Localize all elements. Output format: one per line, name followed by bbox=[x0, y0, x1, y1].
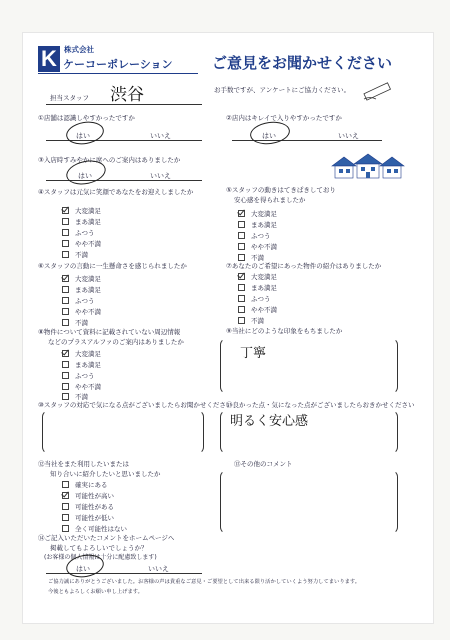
q6-checkbox-5[interactable] bbox=[62, 319, 69, 326]
q9-answer: 丁寧 bbox=[240, 346, 267, 361]
footer-line-1: ご協力誠にありがとうございました。お客様の声は貴重なご意見・ご要望として出来る限り活かしていくよう努力してまいります。 bbox=[48, 579, 361, 585]
q14-yes[interactable]: はい bbox=[76, 565, 90, 573]
q12-checkbox-1[interactable] bbox=[62, 481, 69, 488]
q7-option-5[interactable]: 不満 bbox=[238, 317, 264, 325]
q11-answer: 明るく安心感 bbox=[230, 414, 309, 429]
q3-text: ③入店時すみやかに席へのご案内はありましたか bbox=[38, 156, 181, 164]
q5-option-1[interactable]: 大変満足 bbox=[238, 210, 277, 218]
header-rule bbox=[38, 73, 198, 74]
q4-option-4[interactable]: やや不満 bbox=[62, 240, 101, 248]
q7-option-4[interactable]: やや不満 bbox=[238, 306, 277, 314]
q8-option-4[interactable]: やや不満 bbox=[62, 383, 101, 391]
survey-title: ご意見をお聞かせください bbox=[212, 54, 393, 72]
q8-checkbox-2[interactable] bbox=[62, 361, 69, 368]
q7-checkbox-5[interactable] bbox=[238, 317, 245, 324]
q12-text-line2: 知り合いに紹介したいと思いましたか bbox=[50, 470, 161, 478]
q5-text-line2: 安心感を得られましたか bbox=[234, 196, 306, 204]
q5-checkbox-3[interactable] bbox=[238, 232, 245, 239]
q7-text: ⑦あなたのご希望にあった物件の紹介はありましたか bbox=[226, 262, 382, 270]
q14-no[interactable]: いいえ bbox=[148, 565, 169, 573]
q6-option-3[interactable]: ふつう bbox=[62, 297, 95, 305]
q7-checkbox-4[interactable] bbox=[238, 306, 245, 313]
q4-option-3[interactable]: ふつう bbox=[62, 229, 95, 237]
q6-option-1[interactable]: 大変満足 bbox=[62, 275, 101, 283]
q4-checkbox-1[interactable] bbox=[62, 207, 69, 214]
q6-text: ⑥スタッフの言動に一生懸命さを感じられましたか bbox=[38, 262, 187, 270]
q7-checkbox-1[interactable] bbox=[238, 273, 245, 280]
q5-option-4[interactable]: やや不満 bbox=[238, 243, 277, 251]
q13-answer-box[interactable] bbox=[220, 470, 398, 534]
q12-text-line1: ⑫当社をまた利用したいまたは bbox=[38, 460, 129, 468]
q4-checkbox-4[interactable] bbox=[62, 240, 69, 247]
staff-name: 渋谷 bbox=[110, 85, 144, 105]
q5-checkbox-1[interactable] bbox=[238, 210, 245, 217]
q8-option-3[interactable]: ふつう bbox=[62, 372, 95, 380]
q5-checkbox-4[interactable] bbox=[238, 243, 245, 250]
q8-text-line2: などのプラスアルファのご案内はありましたか bbox=[48, 338, 184, 346]
q8-option-5[interactable]: 不満 bbox=[62, 393, 88, 401]
q6-option-2[interactable]: まあ満足 bbox=[62, 286, 101, 294]
q14-text-line3: (お客様の個人情報は十分に配慮致します) bbox=[44, 554, 157, 561]
staff-label: 担当スタッフ bbox=[50, 94, 89, 102]
q3-no[interactable]: いいえ bbox=[150, 172, 171, 180]
q14-text-line2: 掲載してもよろしいでしょうか？ bbox=[50, 544, 148, 552]
q1-no[interactable]: いいえ bbox=[150, 132, 171, 140]
q4-checkbox-5[interactable] bbox=[62, 251, 69, 258]
q2-yes[interactable]: はい bbox=[262, 132, 276, 140]
q12-checkbox-3[interactable] bbox=[62, 503, 69, 510]
q7-option-1[interactable]: 大変満足 bbox=[238, 273, 277, 281]
q6-option-5[interactable]: 不満 bbox=[62, 319, 88, 327]
q2-no[interactable]: いいえ bbox=[338, 132, 359, 140]
company-logo bbox=[38, 46, 60, 72]
q5-checkbox-2[interactable] bbox=[238, 221, 245, 228]
q10-text: ⑩スタッフの対応で気になる点がございましたらお聞かせください bbox=[38, 401, 233, 409]
company-name: ケーコーポレーション bbox=[63, 58, 173, 71]
q6-checkbox-2[interactable] bbox=[62, 286, 69, 293]
q2-text: ②店内はキレイで入りやすかったですか bbox=[226, 114, 342, 122]
q7-option-3[interactable]: ふつう bbox=[238, 295, 271, 303]
q5-checkbox-5[interactable] bbox=[238, 254, 245, 261]
q3-yes[interactable]: はい bbox=[78, 172, 92, 180]
q12-option-5[interactable]: 全く可能性はない bbox=[62, 525, 127, 533]
q5-option-5[interactable]: 不満 bbox=[238, 254, 264, 262]
q5-option-2[interactable]: まあ満足 bbox=[238, 221, 277, 229]
q8-option-2[interactable]: まあ満足 bbox=[62, 361, 101, 369]
q7-checkbox-3[interactable] bbox=[238, 295, 245, 302]
q4-option-5[interactable]: 不満 bbox=[62, 251, 88, 259]
pen-icon bbox=[360, 80, 394, 102]
logo-letter: K bbox=[41, 46, 57, 71]
houses-illustration bbox=[330, 152, 406, 180]
q8-checkbox-3[interactable] bbox=[62, 372, 69, 379]
q13-text: ⑬その他のコメント bbox=[234, 460, 293, 468]
q6-checkbox-4[interactable] bbox=[62, 308, 69, 315]
q5-option-3[interactable]: ふつう bbox=[238, 232, 271, 240]
q6-checkbox-1[interactable] bbox=[62, 275, 69, 282]
q1-yes[interactable]: はい bbox=[76, 132, 90, 140]
q12-option-3[interactable]: 可能性がある bbox=[62, 503, 114, 511]
q4-checkbox-2[interactable] bbox=[62, 218, 69, 225]
q14-text-line1: ⑭ご記入いただいたコメントをホームページへ bbox=[38, 534, 175, 542]
q12-checkbox-5[interactable] bbox=[62, 525, 69, 532]
staff-name-line bbox=[46, 104, 202, 105]
q7-option-2[interactable]: まあ満足 bbox=[238, 284, 277, 292]
q8-text-line1: ⑧物件について資料に記載されていない周辺情報 bbox=[38, 328, 181, 336]
q4-option-2[interactable]: まあ満足 bbox=[62, 218, 101, 226]
q12-option-4[interactable]: 可能性が低い bbox=[62, 514, 114, 522]
q8-checkbox-1[interactable] bbox=[62, 350, 69, 357]
q5-text-line1: ⑤スタッフの動きはてきぱきしており bbox=[226, 186, 336, 194]
company-small-label: 株式会社 bbox=[64, 45, 94, 54]
q4-checkbox-3[interactable] bbox=[62, 229, 69, 236]
q7-checkbox-2[interactable] bbox=[238, 284, 245, 291]
q12-checkbox-2[interactable] bbox=[62, 492, 69, 499]
q12-option-2[interactable]: 可能性が高い bbox=[62, 492, 114, 500]
footer-line-2: 今後ともよろしくお願い申し上げます。 bbox=[48, 589, 143, 595]
q8-option-1[interactable]: 大変満足 bbox=[62, 350, 101, 358]
intro-text: お手数ですが、アンケートにご協力ください。 bbox=[214, 86, 351, 94]
q9-text: ⑨当社にどのような印象をもちましたか bbox=[226, 327, 343, 335]
q12-option-1[interactable]: 確実にある bbox=[62, 481, 108, 489]
q8-checkbox-4[interactable] bbox=[62, 383, 69, 390]
q8-checkbox-5[interactable] bbox=[62, 393, 69, 400]
q6-option-4[interactable]: やや不満 bbox=[62, 308, 101, 316]
q4-option-1[interactable]: 大変満足 bbox=[62, 207, 101, 215]
q10-answer-box[interactable] bbox=[42, 410, 204, 454]
q6-checkbox-3[interactable] bbox=[62, 297, 69, 304]
q12-checkbox-4[interactable] bbox=[62, 514, 69, 521]
q1-text: ①店舗は認識しやすかったですか bbox=[38, 114, 135, 122]
q4-text: ④スタッフは元気に笑顔であなたをお迎えしましたか bbox=[38, 188, 194, 196]
q11-text: ⑪良かった点・気になった点がございましたらおきかせください bbox=[226, 401, 415, 409]
